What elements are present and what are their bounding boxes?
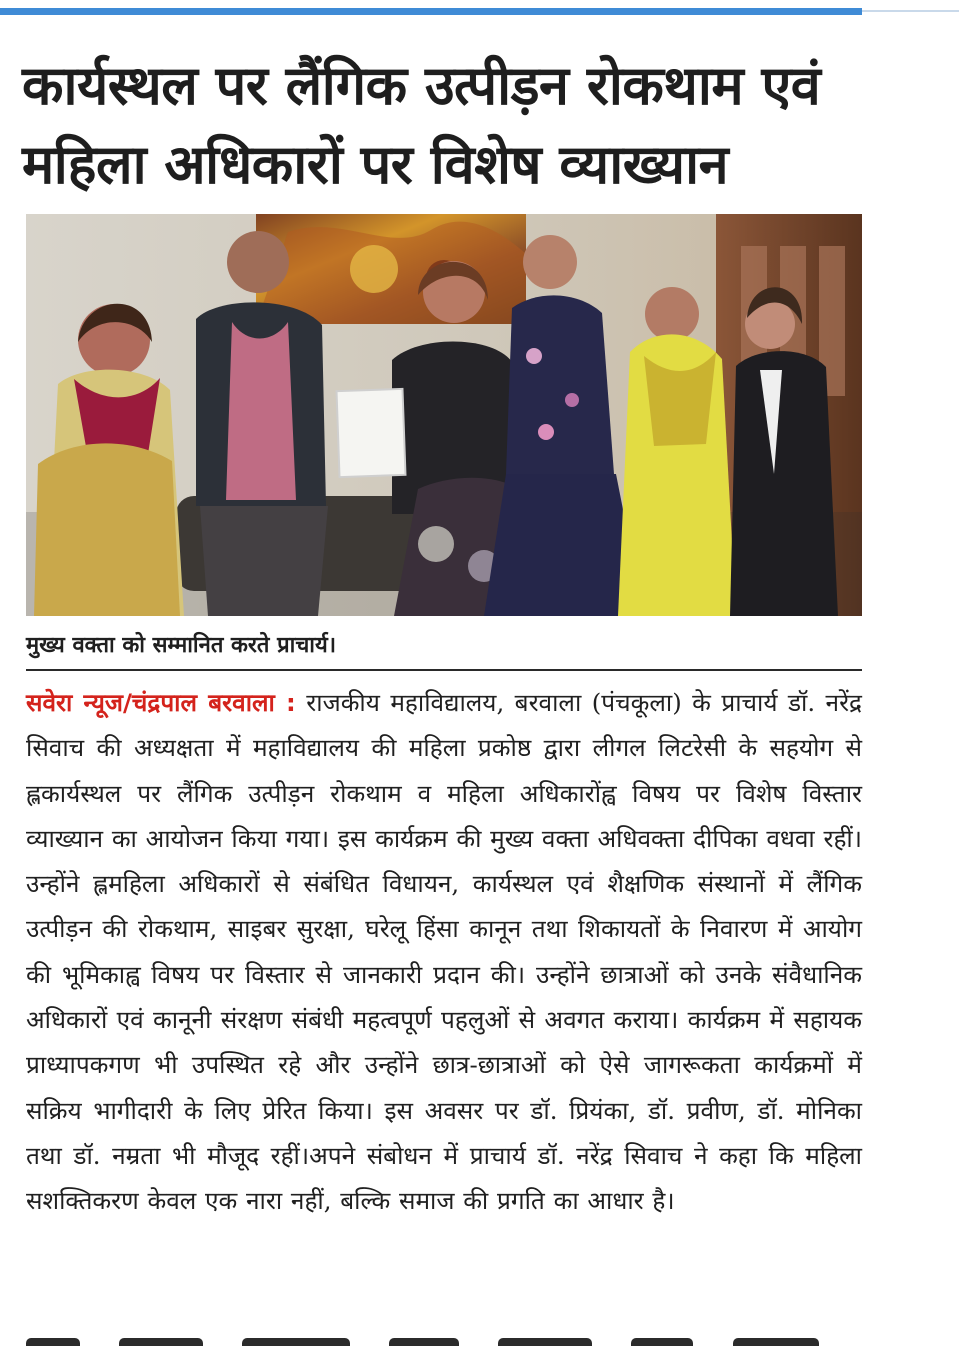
article-body: [26, 680, 862, 1224]
caption-divider: [26, 669, 862, 671]
article-headline: कार्यस्थल पर लैंगिक उत्पीड़न रोकथाम एवं महिला अधिकारों पर विशेष व्याख्यान: [22, 54, 821, 196]
article-dateline: सवेरा न्यूज/चंद्रपाल बरवाला :: [26, 688, 296, 717]
article-text: राजकीय महाविद्यालय, बरवाला (पंचकूला) के प्राचार्य डॉ. नरेंद्र सिवाच की अध्यक्षता में महाविद्यालय की महिला प्रकोष्ठ द्वारा लीगल लिटरेसी के सहयोग से ह्लकार्यस्थल पर लैंगिक उत्पीड़न रोकथाम व महिला अधिकारोंह्व विषय पर विशेष विस्तार व्याख्यान का आयोजन किया गया। इस कार्यक्रम की मुख्य वक्ता अधिवक्ता दीपिका वधवा रहीं। उन्होंने ह्लमहिला अधिकारों से संबंधित विधायन, कार्यस्थल एवं शैक्षणिक संस्थानों में लैंगिक उत्पीड़न की रोकथाम, साइबर सुरक्षा, घरेलू हिंसा कानून तथा शिकायतों के निवारण में आयोग की भूमिकाह्व विषय पर विस्तार से जानकारी प्रदान की। उन्होंने छात्राओं को उनके संवैधानिक अधिकारों एवं कानूनी संरक्षण संबंधी महत्वपूर्ण पहलुओं से अवगत कराया। कार्यक्रम में सहायक प्राध्यापकगण भी उपस्थित रहे और उन्होंने छात्र-छात्राओं को ऐसे जागरूकता कार्यक्रमों में सक्रिय भागीदारी के लिए प्रेरित किया। इस अवसर पर डॉ. प्रियंका, डॉ. प्रवीण, डॉ. मोनिका तथा डॉ. नम्रता भी मौजूद रहीं।अपने संबोधन में प्राचार्य डॉ. नरेंद्र सिवाच ने कहा कि महिला सशक्तिकरण केवल एक नारा नहीं, बल्कि समाज की प्रगति का आधार है।: [26, 688, 862, 1216]
top-accent-rule: [0, 8, 862, 15]
photo-caption: मुख्य वक्ता को सम्मानित करते प्राचार्य।: [26, 633, 337, 658]
news-photo: [26, 214, 862, 616]
top-accent-rule-extension: [862, 10, 959, 12]
cropped-next-headline-fragment: [26, 1330, 862, 1346]
